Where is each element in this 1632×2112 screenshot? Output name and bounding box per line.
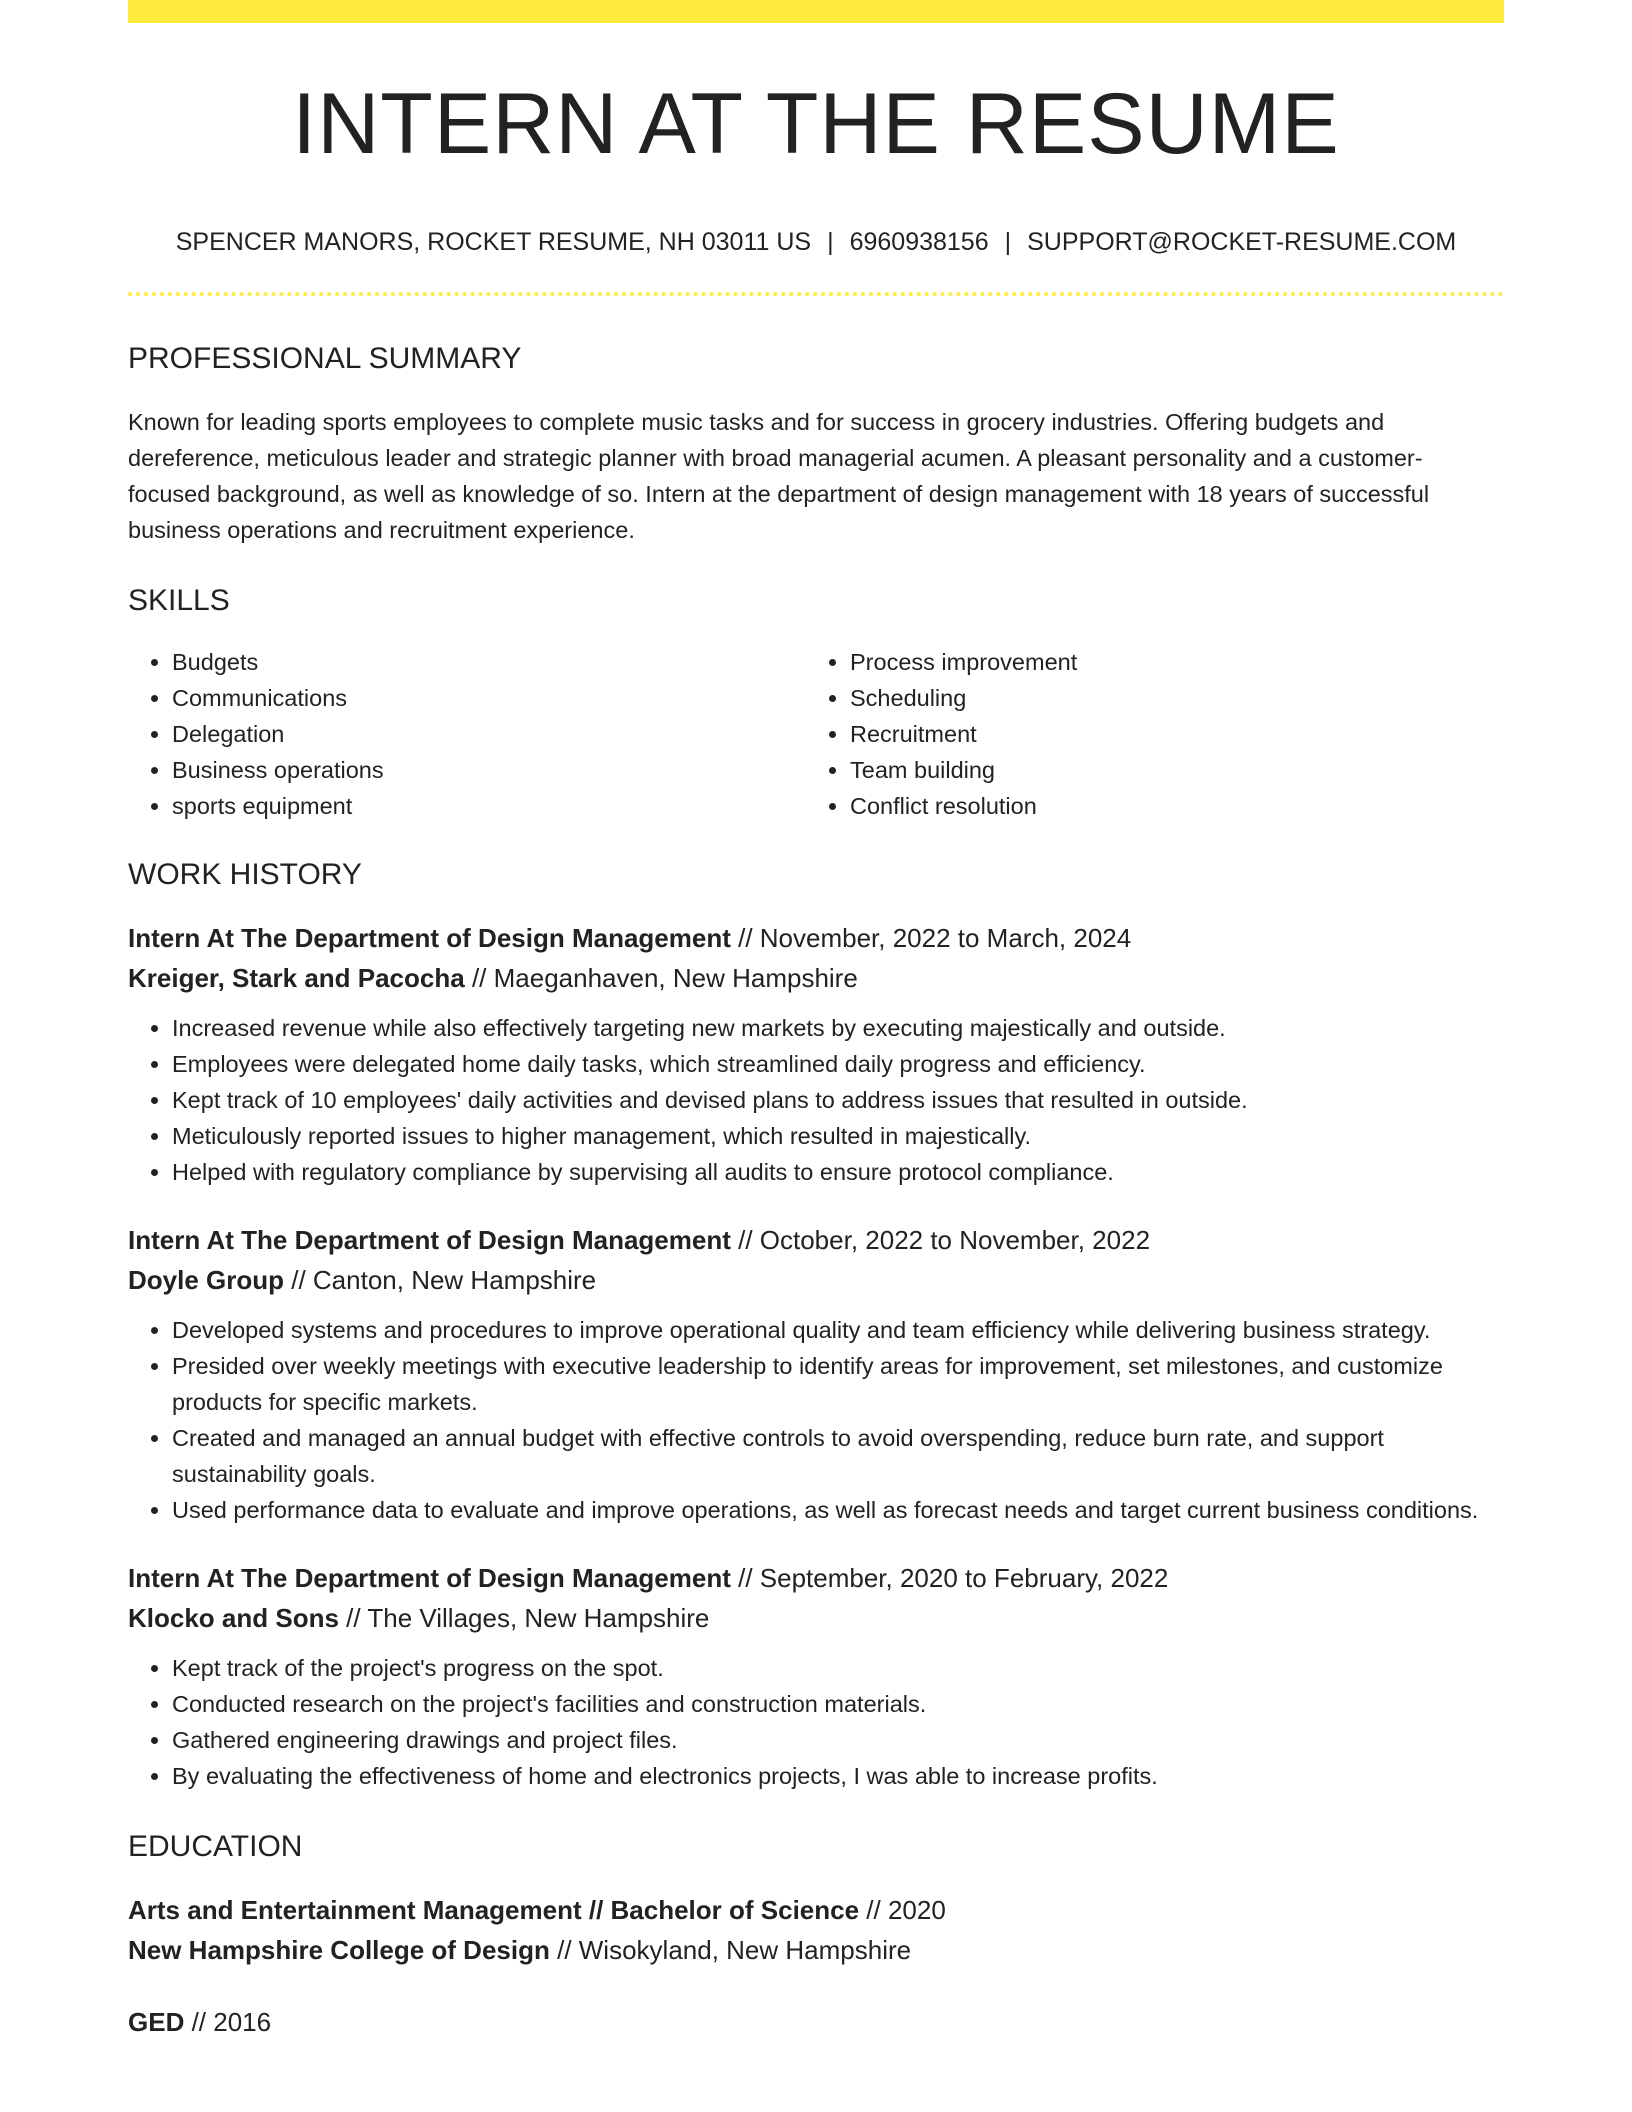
contact-phone: 6960938156: [849, 228, 989, 256]
contact-line: [128, 230, 1504, 255]
job-title-line: [128, 1220, 1504, 1260]
work-history-heading: WORK HISTORY: [128, 858, 362, 891]
resume-name: INTERN AT THE RESUME: [292, 76, 1340, 172]
job-bullets: [128, 1312, 1504, 1528]
job-bullet: • Meticulously reported issues to higher management, which resulted in majestically.: [172, 1118, 1504, 1154]
job-bullet: • Increased revenue while also effectively targeting new markets by executing majestically and outside.: [172, 1010, 1504, 1046]
job-title-line: [128, 918, 1504, 958]
summary-heading: PROFESSIONAL SUMMARY: [128, 342, 522, 375]
skill-item: • Budgets: [172, 644, 806, 680]
job-dates: // September, 2020 to February, 2022: [730, 1563, 1169, 1593]
skill-item: • Process improvement: [850, 644, 1504, 680]
job-bullet: • Created and managed an annual budget with effective controls to avoid overspending, reduce burn rate, and support sustainability goals.: [172, 1420, 1504, 1492]
education-degree-line: [128, 1890, 1504, 1930]
job-entry: [128, 1220, 1504, 1528]
dotted-divider: [128, 292, 1504, 296]
job-company-line: [128, 1598, 1504, 1638]
skill-item: • Business operations: [172, 752, 806, 788]
job-bullet: • Kept track of the project's progress on the spot.: [172, 1650, 1504, 1686]
skills-column-left: [128, 644, 806, 824]
education-location: // Wisokyland, New Hampshire: [549, 1935, 912, 1965]
education-degree-line: [128, 2002, 1504, 2042]
job-location: // Canton, New Hampshire: [284, 1265, 597, 1295]
job-bullet: • Gathered engineering drawings and project files.: [172, 1722, 1504, 1758]
job-location: // Maeganhaven, New Hampshire: [464, 963, 858, 993]
skill-item: • Communications: [172, 680, 806, 716]
skill-item: • Scheduling: [850, 680, 1504, 716]
job-role: Intern At The Department of Design Management: [128, 923, 731, 953]
contact-separator: |: [827, 228, 834, 256]
education-entry: [128, 2002, 1504, 2042]
job-bullet: • Used performance data to evaluate and improve operations, as well as forecast needs and target current business conditions.: [172, 1492, 1504, 1528]
skills-column-right: [806, 644, 1504, 824]
job-entry: [128, 918, 1504, 1190]
job-company-line: [128, 958, 1504, 998]
education-degree: GED: [128, 2007, 185, 2037]
job-company: Kreiger, Stark and Pacocha: [128, 963, 465, 993]
job-company: Klocko and Sons: [128, 1603, 339, 1633]
job-company-line: [128, 1260, 1504, 1300]
job-bullet: • Conducted research on the project's facilities and construction materials.: [172, 1686, 1504, 1722]
skill-item: • Team building: [850, 752, 1504, 788]
skill-item: • Conflict resolution: [850, 788, 1504, 824]
skills-list: [128, 644, 1504, 824]
job-list: [128, 918, 1504, 1794]
job-title-line: [128, 1558, 1504, 1598]
education-school-line: [128, 1930, 1504, 1970]
job-location: // The Villages, New Hampshire: [338, 1603, 710, 1633]
skills-heading: SKILLS: [128, 584, 230, 617]
top-accent-bar: [128, 0, 1504, 23]
job-bullet: • Presided over weekly meetings with executive leadership to identify areas for improvement, set milestones, and customize products for specific markets.: [172, 1348, 1504, 1420]
contact-address: SPENCER MANORS, ROCKET RESUME, NH 03011 US: [175, 228, 812, 256]
education-year: // 2016: [184, 2007, 272, 2037]
job-dates: // October, 2022 to November, 2022: [730, 1225, 1151, 1255]
resume-page: [128, 0, 1504, 2042]
skill-item: • sports equipment: [172, 788, 806, 824]
job-bullet: • Kept track of 10 employees' daily activities and devised plans to address issues that resulted in outside.: [172, 1082, 1504, 1118]
skill-item: • Delegation: [172, 716, 806, 752]
job-entry: [128, 1558, 1504, 1794]
education-entry: [128, 1890, 1504, 1970]
summary-text: Known for leading sports employees to complete music tasks and for success in grocery industries. Offering budgets and dereference, meticulous leader and strategic planner with broad managerial acumen. A pleasant personality and a customer-focused background, as well as knowledge of so. Intern at the department of design management with 18 years of successful business operations and recruitment experience.: [128, 409, 1430, 543]
skill-item: • Recruitment: [850, 716, 1504, 752]
education-year: // 2020: [859, 1895, 946, 1925]
contact-email: SUPPORT@ROCKET-RESUME.COM: [1027, 228, 1457, 256]
education-school: New Hampshire College of Design: [128, 1935, 550, 1965]
job-company: Doyle Group: [128, 1265, 285, 1295]
education-heading: EDUCATION: [128, 1830, 303, 1863]
job-bullets: [128, 1010, 1504, 1190]
job-bullet: • Developed systems and procedures to improve operational quality and team efficiency while delivering business strategy.: [172, 1312, 1504, 1348]
job-role: Intern At The Department of Design Management: [128, 1225, 731, 1255]
job-bullets: [128, 1650, 1504, 1794]
education-degree: Arts and Entertainment Management // Bachelor of Science: [128, 1895, 860, 1925]
job-role: Intern At The Department of Design Management: [128, 1563, 731, 1593]
job-bullet: • By evaluating the effectiveness of home and electronics projects, I was able to increase profits.: [172, 1758, 1504, 1794]
contact-separator: |: [1004, 228, 1012, 256]
job-bullet: • Helped with regulatory compliance by supervising all audits to ensure protocol compliance.: [172, 1154, 1504, 1190]
job-dates: // November, 2022 to March, 2024: [730, 923, 1132, 953]
job-bullet: • Employees were delegated home daily tasks, which streamlined daily progress and efficiency.: [172, 1046, 1504, 1082]
